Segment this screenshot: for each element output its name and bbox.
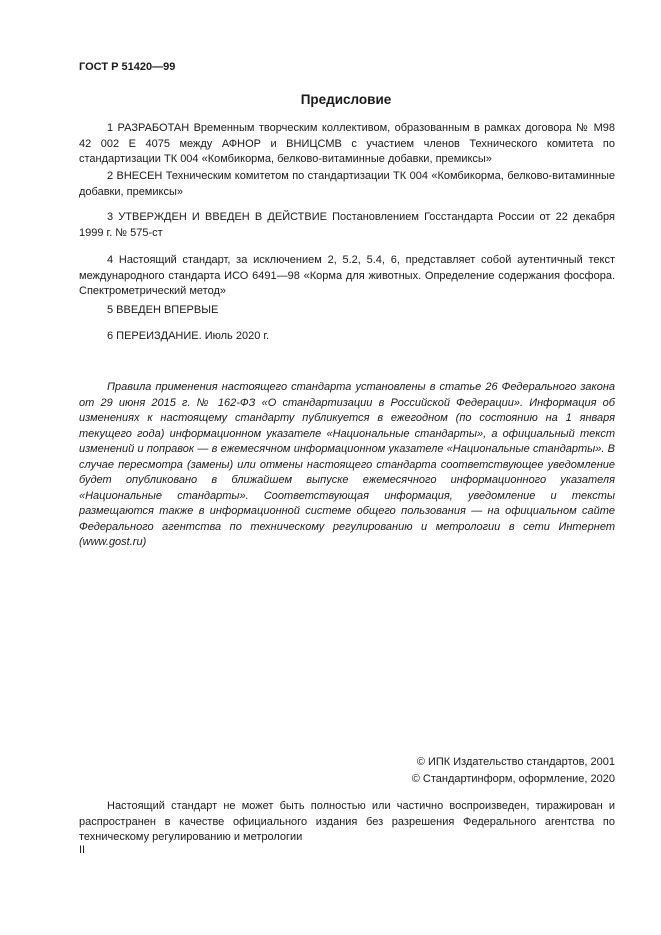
preface-item-1: 1 РАЗРАБОТАН Временным творческим коллективом, образованным в рамках договора № М98 42 002 Е 4075 между АФНОР и ВНИЦСМВ с участием членов Технического комитета по стандартизации ТК 004 «Комбикорма, белково-витаминные добавки, премиксы» <box>79 122 615 165</box>
page-number: II <box>79 844 86 856</box>
preface-item-2: 2 ВНЕСЕН Техническим комитетом по стандартизации ТК 004 «Комбикорма, белково-витаминные добавки, премиксы» <box>79 170 615 198</box>
preface-item-4: 4 Настоящий стандарт, за исключением 2, 5.2, 5.4, 6, представляет собой аутентичный текст международного стандарта ИСО 6491—98 «Корма для животных. Определение содержания фосфора. Спектрометрический метод» <box>79 254 615 297</box>
reproduction-notice: Настоящий стандарт не может быть полностью или частично воспроизведен, тиражирован и распространен в качестве официального издания без разрешения Федерального агентства по техническому регулированию и метрологии <box>79 800 615 843</box>
page-title: Предисловие <box>300 92 392 107</box>
standard-application-notice: Правила применения настоящего стандарта установлены в статье 26 Федерального закона от 29 июня 2015 г. № 162-ФЗ «О стандартизации в Российской Федерации». Информация об изменениях к настоящему стандарту публикуется в ежегодном (по состоянию на 1 января текущего года) информационном указателе «Национальные стандарты», а официальный текст изменений и поправок — в ежемесячном информационном указателе «Национальные стандарты». В случае пересмотра (замены) или отмены настоящего стандарта соответствующее уведомление будет опубликовано в ближайшем выпуске ежемесячного информационного указателя «Национальные стандарты». Соответствующая информация, уведомление и тексты размещаются также в информационной системе общего пользования — на официальном сайте Федерального агентства по техническому регулированию и метрологии в сети Интернет (www.gost.ru) <box>79 381 615 548</box>
preface-item-6: 6 ПЕРЕИЗДАНИЕ. Июль 2020 г. <box>107 330 270 342</box>
preface-item-5: 5 ВВЕДЕН ВПЕРВЫЕ <box>107 304 219 316</box>
preface-item-3: 3 УТВЕРЖДЕН И ВВЕДЕН В ДЕЙСТВИЕ Постановлением Госстандарта России от 22 декабря 1999 г. № 575-ст <box>79 211 615 239</box>
copyright-line-2: © Стандартинформ, оформление, 2020 <box>411 773 615 785</box>
document-code: ГОСТ Р 51420—99 <box>79 61 176 73</box>
copyright-line-1: © ИПК Издательство стандартов, 2001 <box>416 756 615 768</box>
copyright-block <box>300 754 615 788</box>
